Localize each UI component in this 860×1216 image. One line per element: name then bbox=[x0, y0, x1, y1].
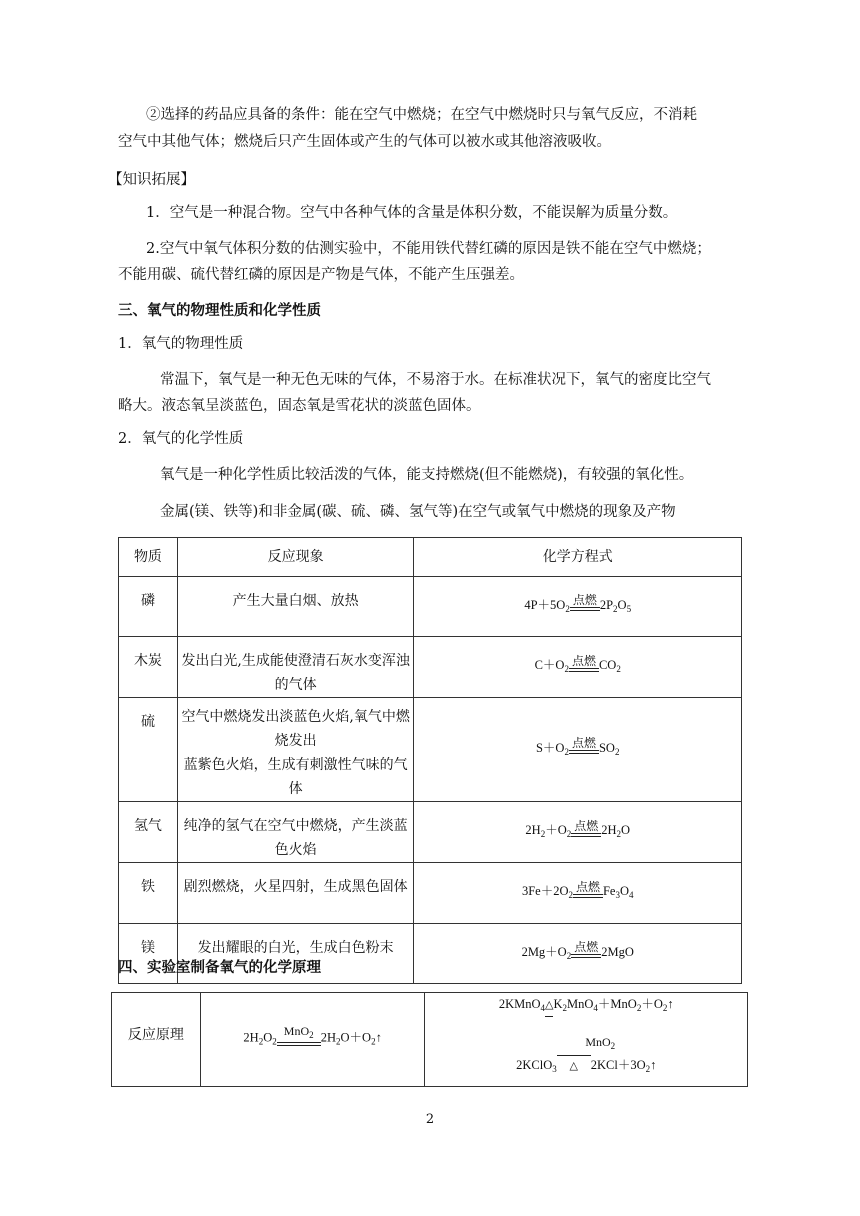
heat-symbol: △ bbox=[545, 994, 553, 1017]
reaction-condition: 点燃 bbox=[573, 881, 603, 904]
substance-cell: 铁 bbox=[119, 863, 178, 924]
paragraph-line: 氧气是一种化学性质比较活泼的气体，能支持燃烧(但不能燃烧)，有较强的氧化性。 bbox=[160, 467, 694, 483]
table-row bbox=[112, 993, 748, 1087]
table-row bbox=[119, 863, 742, 924]
table-row bbox=[119, 802, 742, 863]
paragraph-line: 金属(镁、铁等)和非金属(碳、硫、磷、氢气等)在空气或氧气中燃烧的现象及产物 bbox=[160, 504, 676, 520]
equation-cell bbox=[414, 924, 742, 984]
paragraph-line: 略大。液态氧呈淡蓝色，固态氧是雪花状的淡蓝色固体。 bbox=[118, 398, 481, 414]
section-note-title: 【知识拓展】 bbox=[108, 172, 195, 188]
phenomenon-cell: 纯净的氢气在空气中燃烧，产生淡蓝色火焰 bbox=[177, 802, 414, 863]
phenomenon-line: 蓝紫色火焰，生成有刺激性气味的气体 bbox=[183, 757, 408, 797]
reaction-condition: 点燃 bbox=[571, 820, 601, 843]
subheading: 2．氧气的化学性质 bbox=[118, 431, 244, 447]
phenomenon-cell: 产生大量白烟、放热 bbox=[177, 577, 414, 637]
section-heading: 三、氧气的物理性质和化学性质 bbox=[118, 303, 321, 319]
table-row bbox=[119, 577, 742, 637]
paragraph-line: 空气中其他气体；燃烧后只产生固体或产生的气体可以被水或其他溶液吸收。 bbox=[118, 134, 611, 150]
equation-cell bbox=[425, 993, 748, 1087]
heat-symbol: △ bbox=[569, 1060, 578, 1072]
equation-cell bbox=[414, 802, 742, 863]
lab-preparation-table bbox=[111, 992, 748, 1087]
paragraph-line: ②选择的药品应具备的条件：能在空气中燃烧；在空气中燃烧时只与氧气反应，不消耗 bbox=[146, 107, 697, 123]
phenomenon-line: 空气中燃烧发出淡蓝色火焰,氧气中燃烧发出 bbox=[181, 709, 410, 749]
reaction-condition: 点燃 bbox=[571, 941, 601, 964]
equation: $3Fe+2O_2$ 点燃 $Fe_3O_4$ bbox=[522, 879, 634, 907]
equation-kmno4: $2KMnO_4\triangle K_2MnO_4+MnO_2+O_2↑$ bbox=[425, 993, 747, 1019]
equation: $2H_2+O_2$ 点燃 $2H_2O$ bbox=[525, 818, 630, 846]
table-header-row bbox=[119, 538, 742, 577]
equation: $S+O_2$ 点燃 $SO_2$ bbox=[536, 736, 619, 764]
substance-cell: 硫 bbox=[119, 698, 178, 802]
phenomenon-cell: 剧烈燃烧，火星四射，生成黑色固体 bbox=[177, 863, 414, 924]
table-row bbox=[119, 698, 742, 802]
paragraph-line: 不能用碳、硫代替红磷的原因是产物是气体，不能产生压强差。 bbox=[118, 267, 524, 283]
row-label-cell: 反应原理 bbox=[112, 993, 201, 1087]
paragraph-line: 2.空气中氧气体积分数的估测实验中，不能用铁代替红磷的原因是铁不能在空气中燃烧； bbox=[146, 241, 711, 257]
paragraph-line: 1．空气是一种混合物。空气中各种气体的含量是体积分数，不能误解为质量分数。 bbox=[146, 205, 678, 221]
table-row bbox=[119, 637, 742, 698]
equation: $4P+5O_2$ 点燃 $2P_2O_5$ bbox=[524, 593, 631, 621]
column-header: 化学方程式 bbox=[414, 538, 742, 577]
equation-cell bbox=[414, 698, 742, 802]
equation-h2o2: $2H_2O_2$ MnO$_2$ $2H_2O+O_2↑$ bbox=[243, 1025, 381, 1053]
substance-cell: 磷 bbox=[119, 577, 178, 637]
page-number: 2 bbox=[425, 1112, 435, 1127]
equation-cell bbox=[414, 863, 742, 924]
equation: $2Mg+O_2$ 点燃 2MgO bbox=[522, 940, 634, 968]
combustion-table bbox=[118, 537, 742, 984]
reaction-condition: 点燃 bbox=[570, 594, 600, 617]
reaction-condition: 点燃 bbox=[569, 737, 599, 760]
equation-cell bbox=[414, 637, 742, 698]
substance-cell: 镁 bbox=[119, 924, 178, 984]
section-heading: 四、实验室制备氧气的化学原理 bbox=[118, 960, 321, 976]
substance-cell: 木炭 bbox=[119, 637, 178, 698]
phenomenon-cell bbox=[177, 698, 414, 802]
column-header: 反应现象 bbox=[177, 538, 414, 577]
subheading: 1．氧气的物理性质 bbox=[118, 336, 244, 352]
equation: $C+O_2$ 点燃 $CO_2$ bbox=[535, 653, 621, 681]
phenomenon-cell: 发出白光,生成能使澄清石灰水变浑浊的气体 bbox=[177, 637, 414, 698]
equation-cell bbox=[200, 993, 425, 1087]
reaction-condition: MnO$_2$ bbox=[277, 1025, 321, 1052]
substance-cell: 氢气 bbox=[119, 802, 178, 863]
paragraph-line: 常温下，氧气是一种无色无味的气体，不易溶于水。在标准状况下，氧气的密度比空气 bbox=[160, 372, 711, 388]
equation-kclo3: MnO$_2$ 2KClO$_3$ △ $2KCl+3O_2↑$ bbox=[516, 1035, 657, 1074]
equation-cell bbox=[414, 577, 742, 637]
phenomenon-cell: 发出耀眼的白光，生成白色粉末 bbox=[177, 924, 414, 984]
reaction-condition: 点燃 bbox=[569, 655, 599, 678]
column-header: 物质 bbox=[119, 538, 178, 577]
